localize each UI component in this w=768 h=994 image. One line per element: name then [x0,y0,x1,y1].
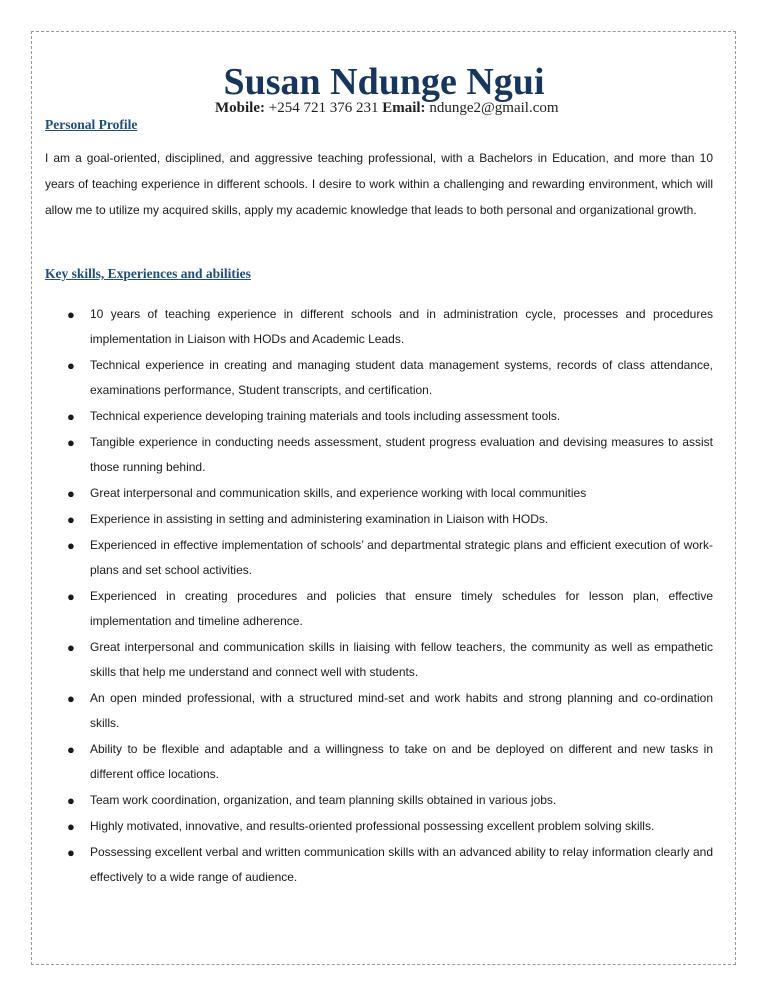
skill-text: Experienced in creating procedures and policies that ensure timely schedules for lesson plan, effective implementation and timeline adherence. [90,589,713,628]
skill-text: Ability to be flexible and adaptable and a willingness to take on and be deployed on different and new tasks in different office locations. [90,742,713,781]
bullet-icon: ● [67,486,75,501]
list-item [45,814,713,839]
bullet-icon: ● [67,435,75,450]
list-item [45,788,713,813]
bullet-icon: ● [67,589,75,604]
skill-text: Technical experience developing training materials and tools including assessment tools. [90,409,561,423]
skill-text: Great interpersonal and communication skills, and experience working with local communities [90,486,587,500]
skill-text: 10 years of teaching experience in different schools and in administration cycle, processes and procedures implementation in Liaison with HODs and Academic Leads. [90,307,713,346]
list-item [45,353,713,403]
list-item [45,840,713,890]
mobile-value: +254 721 376 231 [268,100,379,116]
skill-text: Highly motivated, innovative, and results-oriented professional possessing excellent problem solving skills. [90,819,655,833]
bullet-icon: ● [67,640,75,655]
mobile-label: Mobile: [215,100,265,116]
skill-text: Team work coordination, organization, and team planning skills obtained in various jobs. [90,793,557,807]
bullet-icon: ● [67,409,75,424]
personal-profile-text: I am a goal-oriented, disciplined, and aggressive teaching professional, with a Bachelors in Education, and more than 10 years of teaching experience in different schools. I desire to work within a challenging and rewarding environment, which will allow me to utilize my acquired skills, apply my academic knowledge that leads to both personal and organizational growth. [45,151,713,217]
skill-text: Great interpersonal and communication skills in liaising with fellow teachers, the community as well as empathetic skills that help me understand and connect well with students. [90,640,713,679]
key-skills-list [45,302,713,891]
bullet-icon: ● [67,358,75,373]
bullet-icon: ● [67,845,75,860]
skill-text: Possessing excellent verbal and written communication skills with an advanced ability to relay information clearly and effectively to a wide range of audience. [90,845,713,884]
bullet-icon: ● [67,512,75,527]
email-value: ndunge2@gmail.com [429,100,559,116]
bullet-icon: ● [67,307,75,322]
bullet-icon: ● [67,793,75,808]
skill-text: Technical experience in creating and managing student data management systems, records of class attendance, examinations performance, Student transcripts, and certification. [90,358,713,397]
bullet-icon: ● [67,538,75,553]
bullet-icon: ● [67,742,75,757]
email-label: Email: [382,100,426,116]
list-item [45,635,713,685]
bullet-icon: ● [67,691,75,706]
skill-text: An open minded professional, with a structured mind-set and work habits and strong planning and co-ordination skills. [90,691,713,730]
bullet-icon: ● [67,819,75,834]
list-item [45,302,713,352]
list-item [45,686,713,736]
contact-line [215,99,559,117]
list-item [45,737,713,787]
list-item [45,404,713,429]
list-item [45,584,713,634]
candidate-name: Susan Ndunge Ngui [223,61,545,103]
list-item [45,481,713,506]
personal-profile-heading: Personal Profile [45,117,138,132]
skill-text: Experienced in effective implementation of schools’ and departmental strategic plans and efficient execution of work-plans and set school activities. [90,538,713,577]
list-item [45,533,713,583]
key-skills-heading: Key skills, Experiences and abilities [45,266,251,281]
skill-text: Experience in assisting in setting and administering examination in Liaison with HODs. [90,512,549,526]
list-item [45,430,713,480]
list-item [45,507,713,532]
skill-text: Tangible experience in conducting needs assessment, student progress evaluation and devising measures to assist those running behind. [90,435,713,474]
